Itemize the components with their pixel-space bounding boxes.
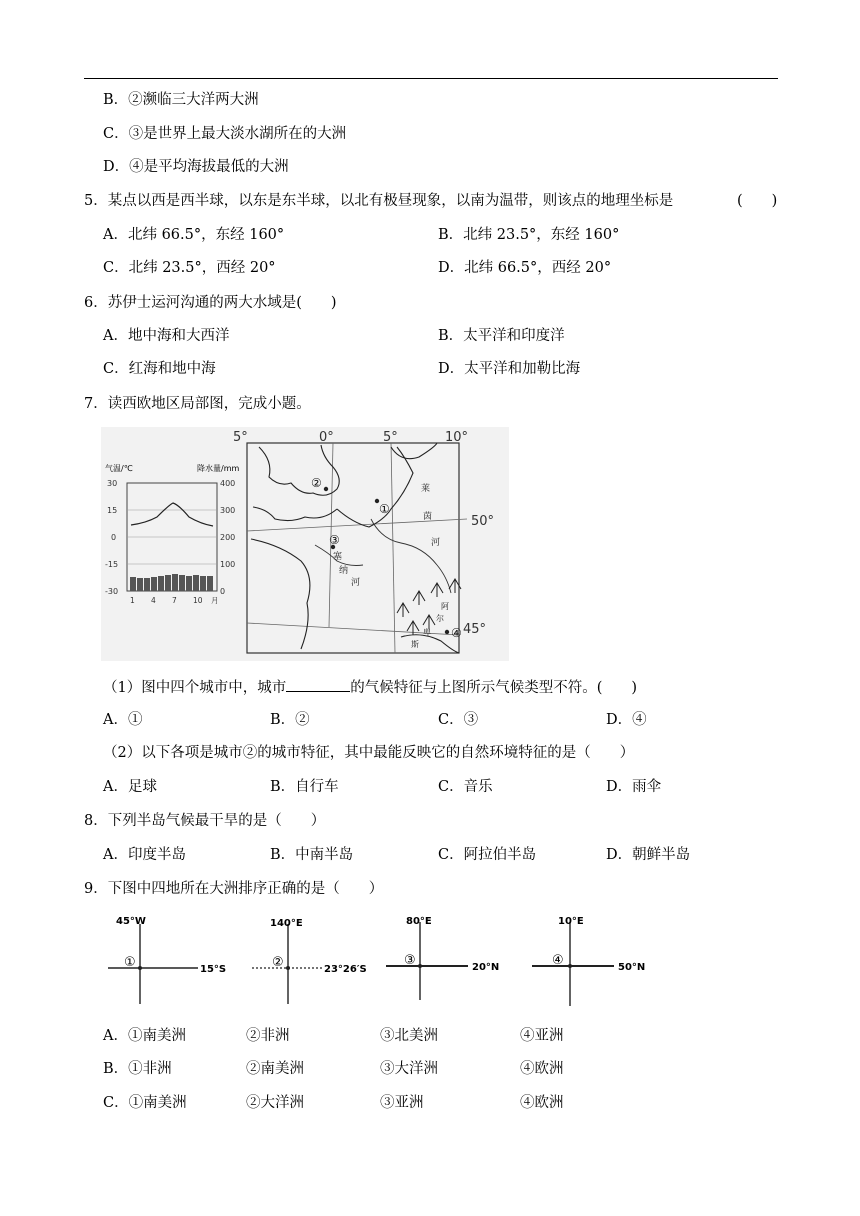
q7-sub2-stem: （2）以下各项是城市②的城市特征，其中最能反映它的自然环境特征的是（ ）	[103, 745, 635, 761]
precip-tick: 300	[220, 506, 236, 515]
mountain-char: 斯	[411, 640, 419, 649]
city-label-4: ④	[451, 626, 462, 640]
q6-option-a[interactable]: A．地中海和大西洋	[103, 328, 230, 344]
q7-sub1-option-d[interactable]: D．④	[606, 712, 647, 728]
q9-a-4: ④亚洲	[520, 1028, 564, 1044]
q9-a-1: A．①南美洲	[103, 1028, 186, 1044]
point-4-longitude: 10°E	[558, 916, 584, 927]
precip-axis-label: 降水量/mm	[197, 464, 240, 473]
coordinate-points-figure	[100, 910, 660, 1010]
temp-tick: 0	[111, 533, 117, 542]
point-4-latitude: 50°N	[618, 962, 646, 973]
point-3-longitude: 80°E	[406, 916, 432, 927]
point-4-marker: ④	[552, 953, 564, 968]
q8-option-d[interactable]: D．朝鲜半岛	[606, 847, 691, 863]
precip-tick: 400	[220, 479, 236, 488]
q7-sub1-option-a[interactable]: A．①	[103, 712, 143, 728]
month-tick: 10	[193, 596, 203, 605]
q9-c-3: ③亚洲	[380, 1095, 424, 1111]
precip-tick: 100	[220, 560, 236, 569]
q7-sub1-stem	[103, 677, 637, 697]
river-char: 河	[351, 578, 361, 588]
river-char: 河	[431, 538, 441, 548]
month-tick: 1	[130, 596, 135, 605]
mountain-char: 尔	[436, 614, 444, 623]
q9-b-3: ③大洋洲	[380, 1061, 438, 1077]
q7-sub2-option-c[interactable]: C．音乐	[438, 779, 493, 795]
q9-b-2: ②南美洲	[246, 1061, 304, 1077]
river-char: 莱	[421, 484, 431, 494]
q5-option-d[interactable]: D．北纬 66.5°，西经 20°	[438, 260, 612, 276]
point-1-axes	[108, 924, 198, 1004]
q5-stem: 5．某点以西是西半球，以东是东半球，以北有极昼现象，以南为温带，则该点的地理坐标是	[84, 193, 674, 209]
city-label-3: ③	[329, 533, 340, 547]
precip-tick: 0	[220, 587, 226, 596]
q6-stem: 6．苏伊士运河沟通的两大水域是( )	[84, 295, 337, 311]
city-label-2: ②	[311, 476, 322, 490]
q6-option-b[interactable]: B．太平洋和印度洋	[438, 328, 565, 344]
q9-c-2: ②大洋洲	[246, 1095, 304, 1111]
longitude-label: 5°	[233, 430, 248, 445]
q7-sub2-option-a[interactable]: A．足球	[103, 779, 157, 795]
q8-option-b[interactable]: B．中南半岛	[270, 847, 354, 863]
precip-tick: 200	[220, 533, 236, 542]
point-3-marker: ③	[404, 953, 416, 968]
q9-a-3: ③北美洲	[380, 1028, 438, 1044]
month-tick: 7	[172, 596, 177, 605]
western-europe-figure	[101, 427, 509, 661]
month-tick: 月	[211, 596, 219, 605]
header-rule	[84, 78, 778, 79]
q9-option-a[interactable]	[103, 1027, 186, 1045]
river-char: 塞	[333, 552, 343, 562]
city-label-1: ①	[379, 502, 390, 516]
point-4-axes	[532, 922, 614, 1006]
q5-answer-paren: ( )	[737, 193, 778, 209]
q9-b-1: B．①非洲	[103, 1061, 172, 1077]
q4-option-b[interactable]: B．②濒临三大洋两大洲	[103, 92, 259, 108]
mountain-char: 阿	[441, 602, 449, 611]
longitude-label: 10°	[445, 430, 469, 445]
longitude-label: 0°	[319, 430, 334, 445]
point-1-marker: ①	[124, 955, 136, 970]
point-3-latitude: 20°N	[472, 962, 500, 973]
q8-stem: 8．下列半岛气候最干旱的是（ ）	[84, 813, 326, 829]
temp-tick: 30	[107, 479, 118, 488]
q5-option-b[interactable]: B．北纬 23.5°，东经 160°	[438, 227, 620, 243]
river-char: 纳	[339, 566, 349, 576]
latitude-label: 50°	[471, 514, 495, 529]
q7-sub1-option-b[interactable]: B．②	[270, 712, 310, 728]
q9-c-1: C．①南美洲	[103, 1095, 187, 1111]
q8-option-c[interactable]: C．阿拉伯半岛	[438, 847, 537, 863]
longitude-label: 5°	[383, 430, 398, 445]
q7-sub1-option-c[interactable]: C．③	[438, 712, 479, 728]
q6-option-d[interactable]: D．太平洋和加勒比海	[438, 361, 581, 377]
q7-sub1-post: 的气候特征与上图所示气候类型不符。( )	[350, 680, 638, 696]
q9-option-b[interactable]	[103, 1060, 172, 1078]
q7-sub2-option-d[interactable]: D．雨伞	[606, 779, 662, 795]
point-2-axes	[252, 924, 322, 1004]
point-2-latitude: 23°26′S	[324, 964, 367, 975]
mountain-char: 卑	[423, 628, 431, 637]
point-2-marker: ②	[272, 955, 284, 970]
q5-option-a[interactable]: A．北纬 66.5°，东经 160°	[103, 227, 285, 243]
point-3-axes	[386, 922, 468, 1000]
temp-axis-label: 气温/℃	[105, 464, 133, 473]
point-1-longitude: 45°W	[116, 916, 146, 927]
q4-option-c[interactable]: C．③是世界上最大淡水湖所在的大洲	[103, 126, 347, 142]
river-char: 茵	[423, 512, 433, 522]
temp-tick: 15	[107, 506, 118, 515]
q8-option-a[interactable]: A．印度半岛	[103, 847, 186, 863]
q7-stem: 7．读西欧地区局部图，完成小题。	[84, 396, 311, 412]
q9-b-4: ④欧洲	[520, 1061, 564, 1077]
point-1-latitude: 15°S	[200, 964, 227, 975]
point-2-longitude: 140°E	[270, 918, 303, 929]
q9-option-c[interactable]	[103, 1094, 187, 1112]
latitude-label: 45°	[463, 622, 487, 637]
q5-option-c[interactable]: C．北纬 23.5°，西经 20°	[103, 260, 276, 276]
month-tick: 4	[151, 596, 156, 605]
q7-sub2-option-b[interactable]: B．自行车	[270, 779, 339, 795]
q9-stem: 9．下图中四地所在大洲排序正确的是（ ）	[84, 881, 384, 897]
q9-c-4: ④欧洲	[520, 1095, 564, 1111]
q7-sub1-blank[interactable]	[286, 677, 350, 692]
q6-option-c[interactable]: C．红海和地中海	[103, 361, 216, 377]
q7-sub1-pre: （1）图中四个城市中，城市	[103, 680, 287, 696]
temp-tick: -15	[105, 560, 119, 569]
q4-option-d[interactable]: D．④是平均海拔最低的大洲	[103, 159, 289, 175]
q9-a-2: ②非洲	[246, 1028, 290, 1044]
temp-tick: -30	[105, 587, 119, 596]
